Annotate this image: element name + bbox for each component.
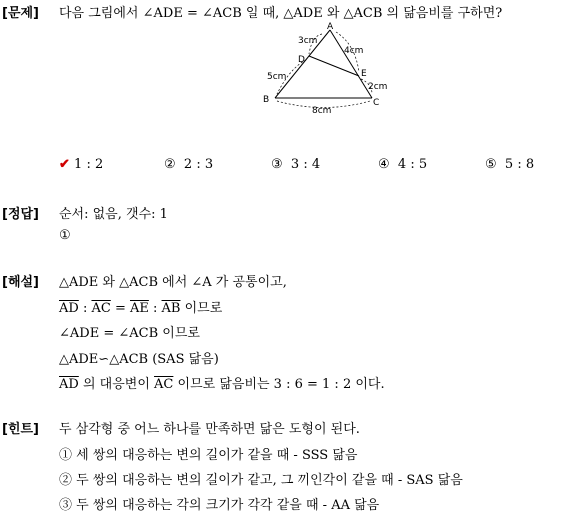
segment-ac: $\overline{AC}$ (91, 301, 111, 316)
segment-ad-2: $\overline{AD}$ (59, 377, 79, 392)
choice-5-text: 5 : 8 (504, 157, 535, 172)
problem-label: [문제] (2, 6, 39, 21)
vertex-a-label: A (327, 22, 334, 32)
segment-ad: $\overline{AD}$ (59, 301, 79, 316)
length-ec-label: 2cm (368, 82, 388, 92)
choice-3-number: ③ (271, 157, 283, 172)
answer-line-2: ① (59, 228, 71, 243)
vertex-d-label: D (298, 55, 305, 65)
choice-4-text: 4 : 5 (397, 157, 428, 172)
hint-line-2: ① 세 쌍의 대응하는 변의 길이가 같을 때 - SSS 닮음 (59, 448, 358, 463)
segment-ab: $\overline{AB}$ (161, 301, 181, 316)
explanation-line-5-suffix: 이므로 닮음비는 3 : 6 = 1 : 2 이다. (177, 377, 385, 392)
hint-label: [힌트] (2, 422, 39, 437)
length-ad-label: 3cm (298, 36, 318, 46)
explanation-label: [해설] (2, 275, 39, 290)
choice-2-text: 2 : 3 (183, 157, 214, 172)
explanation-line-1: △ADE 와 △ACB 에서 ∠A 가 공통이고, (59, 275, 287, 290)
choice-1[interactable] (59, 157, 103, 172)
answer-line-1: 순서: 없음, 갯수: 1 (59, 207, 168, 222)
explanation-line-4: △ADE∽△ACB (SAS 닮음) (59, 352, 219, 367)
choice-4[interactable] (378, 157, 427, 172)
choice-5-number: ⑤ (485, 157, 497, 172)
segment-ac-2: $\overline{AC}$ (154, 377, 174, 392)
vertex-c-label: C (373, 98, 380, 108)
vertex-b-label: B (263, 95, 270, 105)
vertex-e-label: E (361, 69, 367, 79)
length-ae-label: 4cm (344, 46, 364, 56)
explanation-line-2: $\overline{AD}$ : $\overline{AC} = \overline{AE}$ : $\overline{AB}$ 이므로 (59, 301, 223, 316)
choice-2-number: ② (164, 157, 176, 172)
side-ac (330, 30, 372, 98)
length-db-label: 5cm (267, 72, 287, 82)
hint-line-4: ③ 두 쌍의 대응하는 각의 크기가 각각 같을 때 - AA 닮음 (59, 498, 380, 513)
problem-question: 다음 그림에서 ∠ADE = ∠ACB 일 때, △ADE 와 △ACB 의 닮음비를 구하면? (59, 6, 503, 21)
choice-5[interactable] (485, 157, 534, 172)
choice-4-number: ④ (378, 157, 390, 172)
hint-line-3: ② 두 쌍의 대응하는 변의 길이가 같고, 그 끼인각이 같을 때 - SAS 닮음 (59, 473, 463, 488)
length-bc-label: 8cm (312, 106, 332, 116)
explanation-line-5-mid: 의 대응변이 (82, 377, 150, 392)
choice-3[interactable] (271, 157, 320, 172)
explanation-line-3: ∠ADE = ∠ACB 이므로 (59, 326, 200, 341)
choice-1-text: 1 : 2 (74, 157, 104, 172)
explanation-line-2-suffix: 이므로 (184, 301, 223, 316)
segment-de (309, 56, 359, 76)
segment-ae: $\overline{AE}$ (129, 301, 149, 316)
choice-3-text: 3 : 4 (290, 157, 321, 172)
triangle-figure (260, 22, 390, 122)
hint-line-1: 두 삼각형 중 어느 하나를 만족하면 닮은 도형이 된다. (59, 422, 360, 437)
explanation-line-5 (59, 373, 385, 392)
choice-2[interactable] (164, 157, 213, 172)
answer-label: [정답] (2, 207, 39, 222)
check-icon: ✔ (59, 157, 70, 172)
